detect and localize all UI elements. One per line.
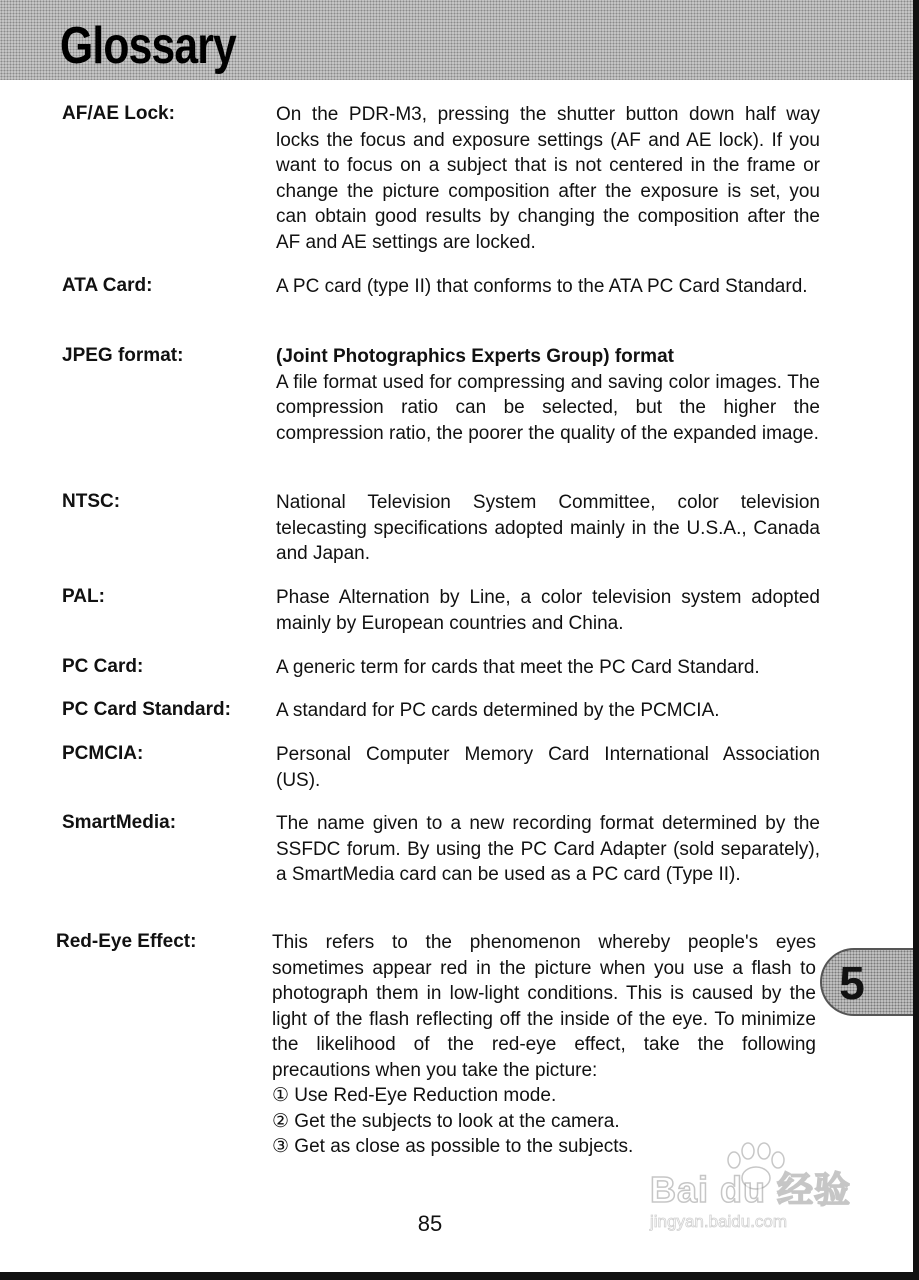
precaution-item: ① Use Red-Eye Reduction mode. xyxy=(272,1085,557,1106)
term-definition: The name given to a new recording format determined by the SSFDC forum. By using the PC Card Adapter (sold separately), a SmartMedia card can be used as a PC card (Type II). xyxy=(276,813,820,885)
precaution-item: ③ Get as close as possible to the subjects. xyxy=(272,1136,634,1157)
chapter-number: 5 xyxy=(839,957,865,1009)
term-definition: This refers to the phenomenon whereby people's eyes sometimes appear red in the picture when you use a flash to photograph them in low-light conditions. This is caused by the light of the flash reflecting off the inside of the eye. To minimize the likelihood of the red-eye effect, take the following precautions when you take the picture: xyxy=(272,932,816,1081)
term-label: PAL: xyxy=(62,586,105,607)
header-band xyxy=(0,0,919,80)
chapter-tab xyxy=(820,948,919,1016)
term-definition: National Television System Committee, color television telecasting specifications adopted mainly in the U.S.A., Canada and Japan. xyxy=(276,492,820,564)
term-label: PCMCIA: xyxy=(62,743,144,764)
watermark-url: jingyan.baidu.com xyxy=(650,1212,788,1231)
term-label: PC Card Standard: xyxy=(62,699,231,720)
term-label: JPEG format: xyxy=(62,345,184,366)
term-label: PC Card: xyxy=(62,656,144,677)
page-edge-right xyxy=(913,0,919,1280)
term-definition: On the PDR-M3, pressing the shutter button down half way locks the focus and exposure settings (AF and AE lock). If you want to focus on a subject that is not centered in the frame or change the picture composition after the exposure is set, you can obtain good results by changing the composition after the AF and AE settings are locked. xyxy=(276,104,820,253)
term-label: AF/AE Lock: xyxy=(62,103,175,124)
term-label: SmartMedia: xyxy=(62,812,177,833)
term-subtitle: (Joint Photographics Experts Group) format xyxy=(276,346,674,367)
watermark xyxy=(650,1150,880,1240)
page-title: Glossary xyxy=(60,17,236,75)
term-definition-block xyxy=(272,930,816,1160)
watermark-logo: Bai du 经验 xyxy=(650,1169,852,1210)
term-label: NTSC: xyxy=(62,491,121,512)
page-number: 85 xyxy=(417,1211,443,1236)
term-label: Red-Eye Effect: xyxy=(56,931,197,952)
term-definition: A PC card (type II) that conforms to the ATA PC Card Standard. xyxy=(276,276,808,297)
term-definition: A file format used for compressing and saving color images. The compression ratio can be selected, but the higher the compression ratio, the poorer the quality of the expanded image. xyxy=(276,371,820,444)
term-definition: A standard for PC cards determined by the PCMCIA. xyxy=(276,700,720,721)
term-definition-block xyxy=(276,344,820,446)
term-definition: Phase Alternation by Line, a color television system adopted mainly by European countries and China. xyxy=(276,587,820,634)
term-definition: A generic term for cards that meet the PC Card Standard. xyxy=(276,657,760,678)
term-label: ATA Card: xyxy=(62,275,153,296)
term-definition: Personal Computer Memory Card International Association (US). xyxy=(276,744,820,791)
page-edge-bottom xyxy=(0,1272,919,1280)
precaution-item: ② Get the subjects to look at the camera. xyxy=(272,1110,620,1132)
